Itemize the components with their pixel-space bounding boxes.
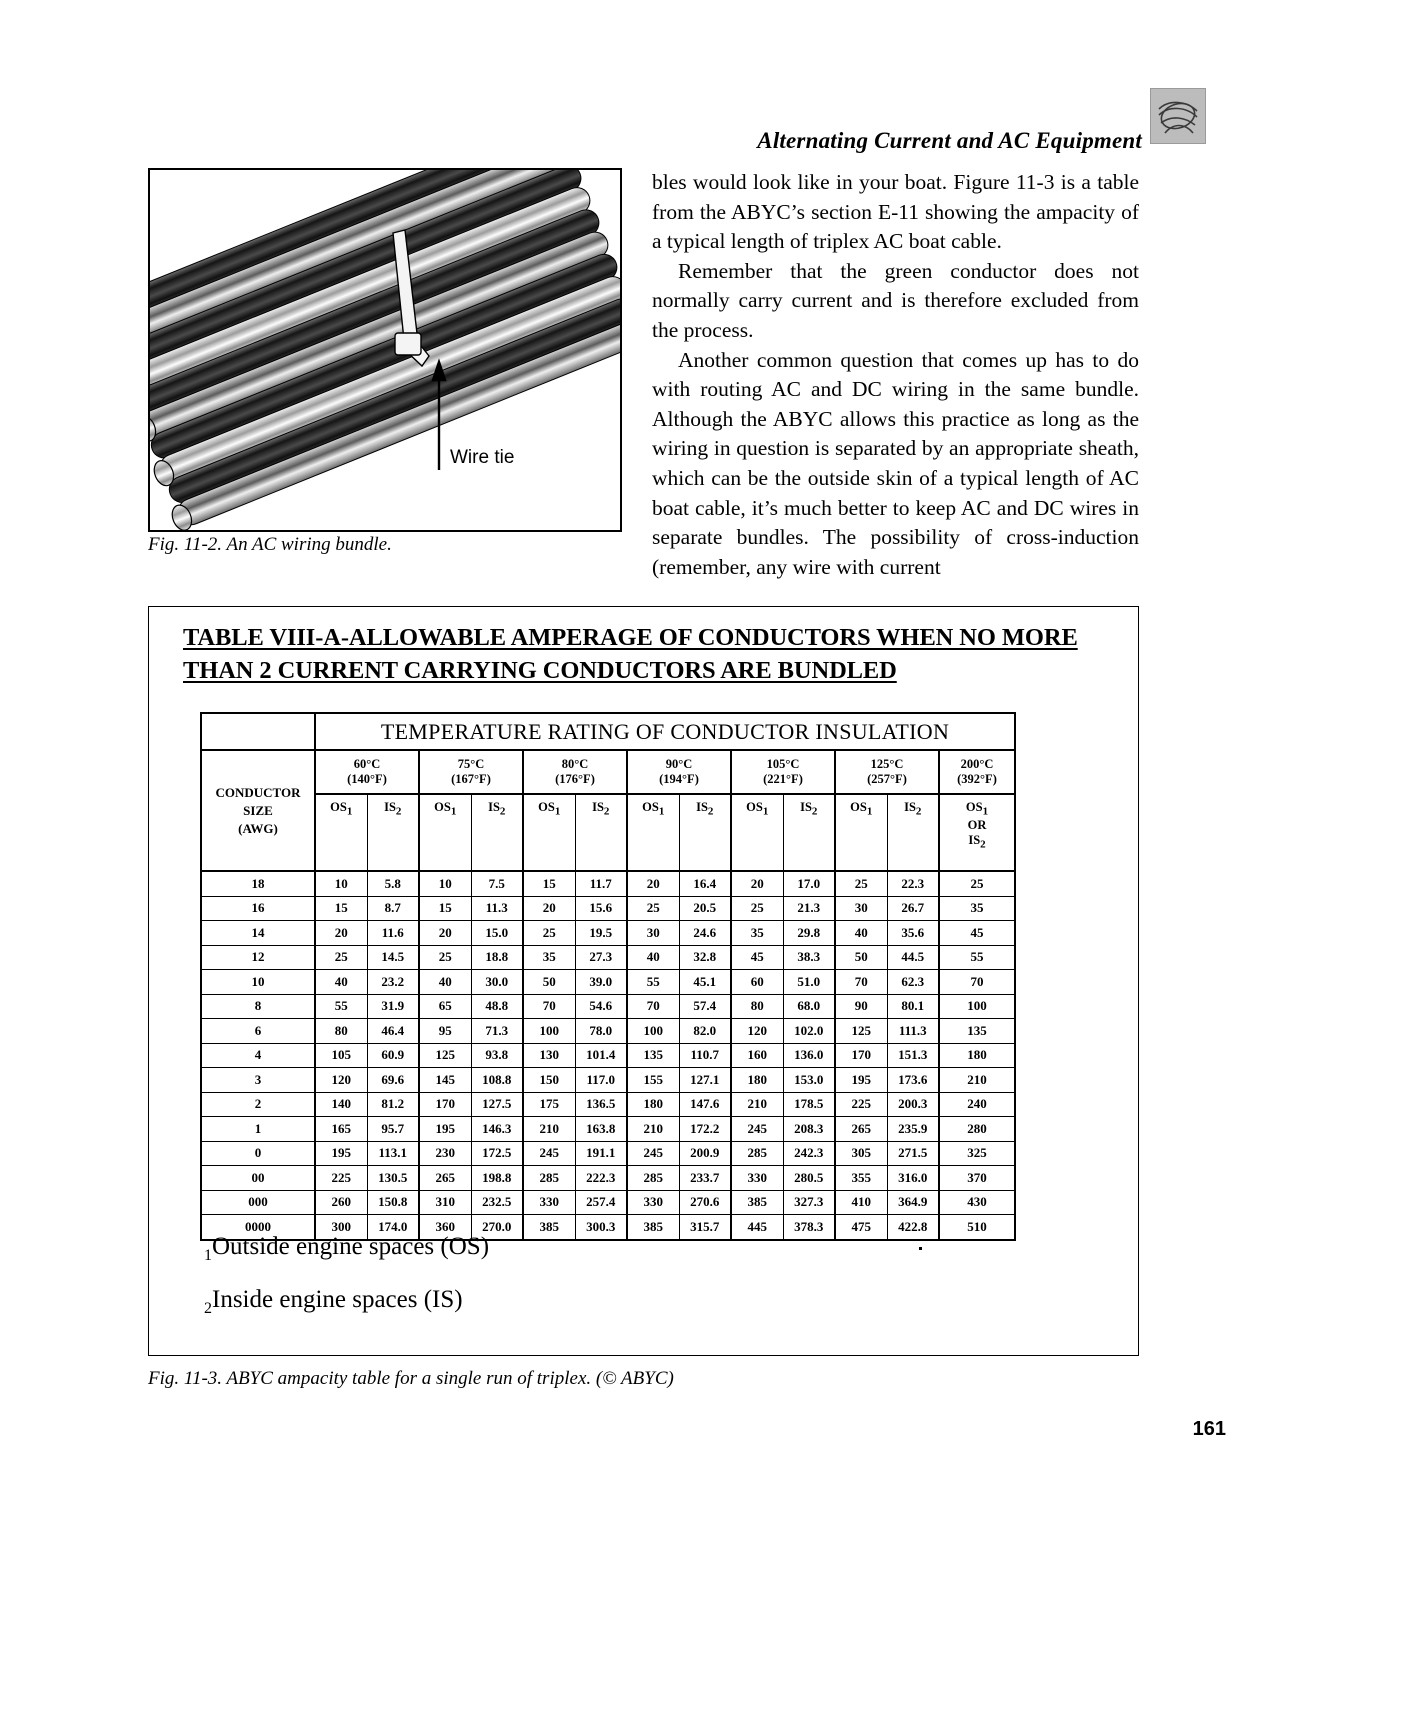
- ampacity-cell: 54.6: [575, 994, 627, 1019]
- temp-fahrenheit: (194°F): [659, 772, 699, 786]
- ampacity-cell: 170: [419, 1092, 471, 1117]
- ampacity-cell: 385: [627, 1215, 679, 1240]
- ampacity-cell: 172.2: [679, 1117, 731, 1142]
- subcolumn-header: $OS_1$: [523, 794, 575, 871]
- ampacity-cell: 10: [315, 871, 367, 896]
- ampacity-cell: 45: [731, 945, 783, 970]
- footnote-2: [204, 1285, 463, 1324]
- ampacity-cell: 25: [627, 896, 679, 921]
- ampacity-cell: 68.0: [783, 994, 835, 1019]
- ampacity-cell: 82.0: [679, 1019, 731, 1044]
- temp-group-header: [627, 750, 731, 794]
- awg-size-cell: 00: [201, 1166, 315, 1191]
- ampacity-cell: 70: [835, 970, 887, 995]
- ampacity-cell: 15: [523, 871, 575, 896]
- ampacity-cell: 385: [731, 1190, 783, 1215]
- temp-fahrenheit: (176°F): [555, 772, 595, 786]
- subcolumn-header: $IS_2$: [471, 794, 523, 871]
- temp-fahrenheit: (221°F): [763, 772, 803, 786]
- ampacity-cell: 316.0: [887, 1166, 939, 1191]
- footnote-1-text: Outside engine spaces (OS): [212, 1233, 490, 1260]
- ampacity-cell: 57.4: [679, 994, 731, 1019]
- ampacity-cell: 71.3: [471, 1019, 523, 1044]
- table-title: [183, 621, 1103, 687]
- figure-11-3-caption: Fig. 11-3. ABYC ampacity table for a single run of triplex. (© ABYC): [148, 1368, 674, 1389]
- wire-tie-label: Wire tie: [450, 447, 515, 468]
- running-header-title: Alternating Current and AC Equipment: [757, 128, 1142, 153]
- temp-group-header: [419, 750, 523, 794]
- ampacity-cell: 180: [939, 1043, 1015, 1068]
- ampacity-cell: 55: [627, 970, 679, 995]
- subcolumn-header: $OS_1$: [419, 794, 471, 871]
- ampacity-cell: 25: [731, 896, 783, 921]
- ampacity-cell: 136.0: [783, 1043, 835, 1068]
- ampacity-cell: 62.3: [887, 970, 939, 995]
- ampacity-cell: 22.3: [887, 871, 939, 896]
- conductor-label: CONDUCTOR: [215, 784, 301, 800]
- table-row: [201, 1166, 1015, 1191]
- footnote-1: [204, 1232, 489, 1271]
- ampacity-cell: 15: [315, 896, 367, 921]
- ampacity-cell: 378.3: [783, 1215, 835, 1240]
- temp-fahrenheit: (140°F): [347, 772, 387, 786]
- ampacity-cell: 113.1: [367, 1141, 419, 1166]
- subcolumn-header: $OS_1$ OR $IS_2$: [939, 794, 1015, 871]
- ampacity-cell: 210: [731, 1092, 783, 1117]
- ampacity-cell: 15.6: [575, 896, 627, 921]
- ampacity-cell: 102.0: [783, 1019, 835, 1044]
- ampacity-cell: 51.0: [783, 970, 835, 995]
- ampacity-cell: 178.5: [783, 1092, 835, 1117]
- subcolumn-header: $OS_1$: [731, 794, 783, 871]
- ampacity-cell: 120: [731, 1019, 783, 1044]
- ampacity-cell: 242.3: [783, 1141, 835, 1166]
- ampacity-cell: 100: [627, 1019, 679, 1044]
- ampacity-cell: 310: [419, 1190, 471, 1215]
- ampacity-cell: 165: [315, 1117, 367, 1142]
- ampacity-cell: 145: [419, 1068, 471, 1093]
- ampacity-cell: 100: [523, 1019, 575, 1044]
- ampacity-cell: 29.8: [783, 921, 835, 946]
- awg-size-cell: 1: [201, 1117, 315, 1142]
- ampacity-cell: 95.7: [367, 1117, 419, 1142]
- ampacity-cell: 140: [315, 1092, 367, 1117]
- ampacity-cell: 160: [731, 1043, 783, 1068]
- awg-size-cell: 0: [201, 1141, 315, 1166]
- awg-size-cell: 18: [201, 871, 315, 896]
- subcolumn-header: $IS_2$: [575, 794, 627, 871]
- ampacity-cell: 245: [731, 1117, 783, 1142]
- ampacity-cell: 24.6: [679, 921, 731, 946]
- awg-size-cell: 10: [201, 970, 315, 995]
- ampacity-cell: 265: [835, 1117, 887, 1142]
- table-row: [201, 1141, 1015, 1166]
- ampacity-cell: 330: [627, 1190, 679, 1215]
- ampacity-cell: 16.4: [679, 871, 731, 896]
- subcolumn-header: $IS_2$: [679, 794, 731, 871]
- wire-bundle-illustration: [150, 170, 620, 530]
- ampacity-cell: 285: [731, 1141, 783, 1166]
- ampacity-cell: 265: [419, 1166, 471, 1191]
- ampacity-cell: 38.3: [783, 945, 835, 970]
- ampacity-cell: 70: [627, 994, 679, 1019]
- table-row: [201, 1019, 1015, 1044]
- ampacity-cell: 370: [939, 1166, 1015, 1191]
- ampacity-cell: 127.5: [471, 1092, 523, 1117]
- ampacity-cell: 232.5: [471, 1190, 523, 1215]
- ampacity-cell: 25: [835, 871, 887, 896]
- footnote-1-number: 1: [204, 1247, 212, 1264]
- ampacity-cell: 25: [523, 921, 575, 946]
- ampacity-cell: 245: [627, 1141, 679, 1166]
- ampacity-cell: 410: [835, 1190, 887, 1215]
- ampacity-cell: 330: [731, 1166, 783, 1191]
- figure-11-3-frame: [148, 606, 1139, 1356]
- ampacity-cell: 430: [939, 1190, 1015, 1215]
- table-row: [201, 871, 1015, 896]
- ampacity-cell: 8.7: [367, 896, 419, 921]
- ampacity-cell: 101.4: [575, 1043, 627, 1068]
- ampacity-cell: 25: [419, 945, 471, 970]
- footnote-2-text: Inside engine spaces (IS): [212, 1286, 463, 1313]
- ampacity-cell: 45: [939, 921, 1015, 946]
- ampacity-cell: 55: [315, 994, 367, 1019]
- ampacity-cell: 147.6: [679, 1092, 731, 1117]
- ampacity-cell: 80: [731, 994, 783, 1019]
- ampacity-cell: 327.3: [783, 1190, 835, 1215]
- table-temperature-group-row: [201, 750, 1015, 794]
- table-row: [201, 896, 1015, 921]
- ampacity-cell: 163.8: [575, 1117, 627, 1142]
- ampacity-cell: 40: [419, 970, 471, 995]
- ampacity-cell: 300.3: [575, 1215, 627, 1240]
- ampacity-cell: 260: [315, 1190, 367, 1215]
- ampacity-cell: 155: [627, 1068, 679, 1093]
- ampacity-cell: 170: [835, 1043, 887, 1068]
- row-header-conductor-size: [201, 750, 315, 871]
- ampacity-cell: 230: [419, 1141, 471, 1166]
- subcolumn-header: $IS_2$: [887, 794, 939, 871]
- ampacity-cell: 153.0: [783, 1068, 835, 1093]
- awg-label: (AWG): [238, 820, 278, 836]
- subcolumn-header: $OS_1$: [315, 794, 367, 871]
- temp-group-header: [835, 750, 939, 794]
- ampacity-cell: 445: [731, 1215, 783, 1240]
- ampacity-cell: 5.8: [367, 871, 419, 896]
- ampacity-cell: 50: [523, 970, 575, 995]
- ampacity-cell: 35: [939, 896, 1015, 921]
- ampacity-cell: 364.9: [887, 1190, 939, 1215]
- ampacity-cell: 200.3: [887, 1092, 939, 1117]
- awg-size-cell: 8: [201, 994, 315, 1019]
- temp-celsius: 75°C: [457, 757, 485, 771]
- ampacity-cell: 20: [315, 921, 367, 946]
- ampacity-cell: 270.6: [679, 1190, 731, 1215]
- ampacity-cell: 195: [315, 1141, 367, 1166]
- awg-size-cell: 16: [201, 896, 315, 921]
- table-row: [201, 1092, 1015, 1117]
- ampacity-cell: 100: [939, 994, 1015, 1019]
- table-row: [201, 921, 1015, 946]
- ampacity-cell: 136.5: [575, 1092, 627, 1117]
- ampacity-cell: 60: [731, 970, 783, 995]
- ampacity-cell: 31.9: [367, 994, 419, 1019]
- awg-size-cell: 000: [201, 1190, 315, 1215]
- ampacity-cell: 233.7: [679, 1166, 731, 1191]
- temp-celsius: 200°C: [960, 757, 994, 771]
- temp-celsius: 60°C: [353, 757, 381, 771]
- temp-group-header: [315, 750, 419, 794]
- ampacity-cell: 35: [523, 945, 575, 970]
- table-span-header-row: [201, 713, 1015, 750]
- table-row: [201, 994, 1015, 1019]
- temp-fahrenheit: (392°F): [957, 772, 997, 786]
- corner-blank-cell: [201, 713, 315, 750]
- ampacity-cell: 108.8: [471, 1068, 523, 1093]
- ampacity-cell: 150.8: [367, 1190, 419, 1215]
- ampacity-cell: 510: [939, 1215, 1015, 1240]
- ampacity-cell: 11.6: [367, 921, 419, 946]
- ampacity-cell: 25: [315, 945, 367, 970]
- ampacity-cell: 146.3: [471, 1117, 523, 1142]
- ampacity-cell: 245: [523, 1141, 575, 1166]
- body-paragraph-3: Another common question that comes up has to do with routing AC and DC wiring in the same bundle. Although the ABYC allows this practice as long as the wiring in question is separated by an appropriate sheath, which can be the outside skin of a typical length of AC boat cable, it’s much better to keep AC and DC wires in separate bundles. The possibility of cross-induction (remember, any wire with current: [652, 347, 1139, 579]
- ampacity-cell: 44.5: [887, 945, 939, 970]
- ampacity-cell: 60.9: [367, 1043, 419, 1068]
- rope-knot-glyph: [1151, 89, 1205, 143]
- figure-11-2-image: [148, 168, 622, 532]
- ampacity-cell: 20: [419, 921, 471, 946]
- awg-size-cell: 0000: [201, 1215, 315, 1240]
- ampacity-cell: 175: [523, 1092, 575, 1117]
- ampacity-cell: 30: [835, 896, 887, 921]
- ampacity-cell: 270.0: [471, 1215, 523, 1240]
- ampacity-cell: 200.9: [679, 1141, 731, 1166]
- ampacity-cell: 172.5: [471, 1141, 523, 1166]
- ampacity-cell: 90: [835, 994, 887, 1019]
- ampacity-cell: 422.8: [887, 1215, 939, 1240]
- ampacity-cell: 151.3: [887, 1043, 939, 1068]
- temp-group-header: [523, 750, 627, 794]
- temp-fahrenheit: (167°F): [451, 772, 491, 786]
- ampacity-cell: 208.3: [783, 1117, 835, 1142]
- ampacity-cell: 225: [835, 1092, 887, 1117]
- subcolumn-header: $IS_2$: [367, 794, 419, 871]
- ampacity-cell: 174.0: [367, 1215, 419, 1240]
- table-head: [201, 713, 1015, 871]
- ampacity-cell: 55: [939, 945, 1015, 970]
- ampacity-cell: 280.5: [783, 1166, 835, 1191]
- ampacity-cell: 120: [315, 1068, 367, 1093]
- ampacity-cell: 30: [627, 921, 679, 946]
- ampacity-cell: 26.7: [887, 896, 939, 921]
- ampacity-cell: 195: [835, 1068, 887, 1093]
- ampacity-cell: 70: [523, 994, 575, 1019]
- table-row: [201, 1068, 1015, 1093]
- ampacity-cell: 69.6: [367, 1068, 419, 1093]
- span-header-temperature-rating: TEMPERATURE RATING OF CONDUCTOR INSULATION: [315, 713, 1015, 750]
- ampacity-cell: 25: [939, 871, 1015, 896]
- ampacity-cell: 325: [939, 1141, 1015, 1166]
- ampacity-cell: 21.3: [783, 896, 835, 921]
- ampacity-cell: 280: [939, 1117, 1015, 1142]
- table-row: [201, 1043, 1015, 1068]
- ampacity-cell: 65: [419, 994, 471, 1019]
- ampacity-cell: 135: [627, 1043, 679, 1068]
- ampacity-cell: 150: [523, 1068, 575, 1093]
- temp-celsius: 125°C: [870, 757, 904, 771]
- ampacity-cell: 240: [939, 1092, 1015, 1117]
- ampacity-cell: 210: [627, 1117, 679, 1142]
- table-title-line-1: TABLE VIII-A-ALLOWABLE AMPERAGE OF CONDUCTORS WHEN NO MORE: [183, 624, 1078, 651]
- ampacity-cell: 385: [523, 1215, 575, 1240]
- ampacity-cell: 125: [835, 1019, 887, 1044]
- body-paragraph-2: Remember that the green conductor does not normally carry current and is therefore excluded from the process.: [652, 258, 1139, 342]
- ampacity-cell: 81.2: [367, 1092, 419, 1117]
- body-paragraph-1: bles would look like in your boat. Figure 11-3 is a table from the ABYC’s section E-11 showing the ampacity of a typical length of triplex AC boat cable.: [652, 170, 1139, 254]
- ampacity-cell: 80.1: [887, 994, 939, 1019]
- stray-mark: [919, 1247, 922, 1250]
- ampacity-table: [200, 712, 1016, 1241]
- ampacity-cell: 198.8: [471, 1166, 523, 1191]
- ampacity-cell: 300: [315, 1215, 367, 1240]
- ampacity-cell: 27.3: [575, 945, 627, 970]
- ampacity-cell: 10: [419, 871, 471, 896]
- ampacity-cell: 130: [523, 1043, 575, 1068]
- ampacity-cell: 30.0: [471, 970, 523, 995]
- ampacity-cell: 78.0: [575, 1019, 627, 1044]
- ampacity-cell: 80: [315, 1019, 367, 1044]
- temp-celsius: 90°C: [665, 757, 693, 771]
- temp-celsius: 105°C: [766, 757, 800, 771]
- ampacity-cell: 45.1: [679, 970, 731, 995]
- ampacity-cell: 7.5: [471, 871, 523, 896]
- ampacity-cell: 95: [419, 1019, 471, 1044]
- table-body: [201, 871, 1015, 1240]
- ampacity-cell: 40: [835, 921, 887, 946]
- ampacity-cell: 111.3: [887, 1019, 939, 1044]
- ampacity-cell: 46.4: [367, 1019, 419, 1044]
- awg-size-cell: 3: [201, 1068, 315, 1093]
- table-row: [201, 1117, 1015, 1142]
- ampacity-cell: 19.5: [575, 921, 627, 946]
- ampacity-cell: 93.8: [471, 1043, 523, 1068]
- ampacity-cell: 135: [939, 1019, 1015, 1044]
- page-number: 161: [1192, 1418, 1226, 1440]
- ampacity-cell: 210: [939, 1068, 1015, 1093]
- temp-group-header: [731, 750, 835, 794]
- temp-celsius: 80°C: [561, 757, 589, 771]
- rope-knot-icon: [1150, 88, 1206, 144]
- ampacity-cell: 222.3: [575, 1166, 627, 1191]
- ampacity-cell: 180: [627, 1092, 679, 1117]
- ampacity-cell: 105: [315, 1043, 367, 1068]
- table-row: [201, 945, 1015, 970]
- awg-size-cell: 6: [201, 1019, 315, 1044]
- ampacity-cell: 330: [523, 1190, 575, 1215]
- ampacity-cell: 20.5: [679, 896, 731, 921]
- ampacity-cell: 305: [835, 1141, 887, 1166]
- ampacity-cell: 130.5: [367, 1166, 419, 1191]
- ampacity-cell: 110.7: [679, 1043, 731, 1068]
- ampacity-cell: 125: [419, 1043, 471, 1068]
- size-label: SIZE: [243, 802, 273, 818]
- awg-size-cell: 12: [201, 945, 315, 970]
- ampacity-cell: 32.8: [679, 945, 731, 970]
- ampacity-cell: 355: [835, 1166, 887, 1191]
- ampacity-cell: 285: [523, 1166, 575, 1191]
- figure-11-2-caption: Fig. 11-2. An AC wiring bundle.: [148, 534, 392, 555]
- awg-size-cell: 2: [201, 1092, 315, 1117]
- ampacity-cell: 180: [731, 1068, 783, 1093]
- ampacity-cell: 225: [315, 1166, 367, 1191]
- ampacity-cell: 70: [939, 970, 1015, 995]
- ampacity-cell: 315.7: [679, 1215, 731, 1240]
- ampacity-cell: 173.6: [887, 1068, 939, 1093]
- ampacity-cell: 20: [523, 896, 575, 921]
- ampacity-cell: 11.3: [471, 896, 523, 921]
- ampacity-cell: 39.0: [575, 970, 627, 995]
- ampacity-cell: 17.0: [783, 871, 835, 896]
- table-title-line-2: THAN 2 CURRENT CARRYING CONDUCTORS ARE BUNDLED: [183, 657, 897, 684]
- ampacity-cell: 235.9: [887, 1117, 939, 1142]
- footnote-2-number: 2: [204, 1300, 212, 1317]
- ampacity-cell: 191.1: [575, 1141, 627, 1166]
- ampacity-cell: 360: [419, 1215, 471, 1240]
- ampacity-cell: 11.7: [575, 871, 627, 896]
- temp-fahrenheit: (257°F): [867, 772, 907, 786]
- ampacity-cell: 35.6: [887, 921, 939, 946]
- subcolumn-header: $OS_1$: [627, 794, 679, 871]
- table-row: [201, 1190, 1015, 1215]
- ampacity-cell: 14.5: [367, 945, 419, 970]
- ampacity-cell: 475: [835, 1215, 887, 1240]
- subcolumn-header: $OS_1$: [835, 794, 887, 871]
- ampacity-cell: 195: [419, 1117, 471, 1142]
- ampacity-cell: 117.0: [575, 1068, 627, 1093]
- ampacity-cell: 20: [731, 871, 783, 896]
- awg-size-cell: 4: [201, 1043, 315, 1068]
- ampacity-cell: 15.0: [471, 921, 523, 946]
- temp-group-header: [939, 750, 1015, 794]
- ampacity-cell: 35: [731, 921, 783, 946]
- ampacity-cell: 257.4: [575, 1190, 627, 1215]
- ampacity-cell: 15: [419, 896, 471, 921]
- ampacity-cell: 48.8: [471, 994, 523, 1019]
- ampacity-cell: 127.1: [679, 1068, 731, 1093]
- ampacity-cell: 18.8: [471, 945, 523, 970]
- ampacity-cell: 23.2: [367, 970, 419, 995]
- subcolumn-header: $IS_2$: [783, 794, 835, 871]
- awg-size-cell: 14: [201, 921, 315, 946]
- ampacity-cell: 285: [627, 1166, 679, 1191]
- ampacity-cell: 50: [835, 945, 887, 970]
- ampacity-cell: 20: [627, 871, 679, 896]
- ampacity-cell: 40: [315, 970, 367, 995]
- ampacity-cell: 40: [627, 945, 679, 970]
- ampacity-cell: 271.5: [887, 1141, 939, 1166]
- body-text-column: [652, 168, 1139, 582]
- table-subcolumn-row: [201, 794, 1015, 871]
- ampacity-cell: 210: [523, 1117, 575, 1142]
- table-row: [201, 970, 1015, 995]
